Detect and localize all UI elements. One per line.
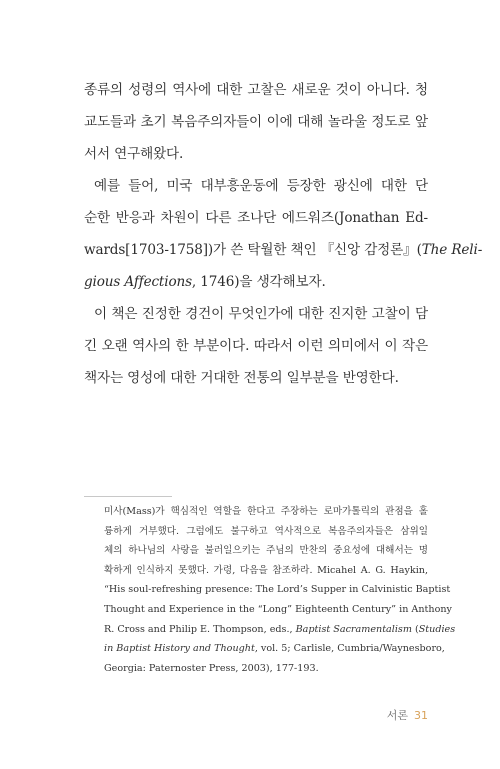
body-line (84, 234, 483, 266)
body-line: 서서 연구해왔다. (84, 146, 184, 162)
footnote-line: 체의 하나님의 사랑을 불러일으키는 주님의 만찬의 중요성에 대해서는 명 (104, 545, 428, 557)
footnote-line (104, 620, 456, 640)
body-line: 예를 들어, 미국 대부흥운동에 등장한 광신에 대한 단 (94, 178, 428, 194)
book-title-italic: The Reli- (421, 242, 483, 258)
body-text-run: , 1746)을 생각해보자. (191, 274, 326, 290)
body-text (84, 74, 483, 394)
body-line (84, 266, 428, 298)
footnote-line: 륭하게 거부했다. 그럼에도 불구하고 역사적으로 복음주의자들은 삼위일 (104, 525, 428, 537)
footnote-text-run: ( (411, 623, 419, 635)
body-line: 종류의 성령의 역사에 대한 고찰은 새로운 것이 아니다. 청 (84, 82, 428, 98)
body-line: 이 책은 진정한 경건이 무엇인가에 대한 진지한 고찰이 담 (94, 306, 428, 322)
footnote-title-italic: Baptist Sacramentalism (295, 623, 412, 635)
footnote-line: 미사(Mass)가 핵심적인 역할을 한다고 주장하는 로마가톨릭의 관점을 홀 (104, 506, 428, 517)
footnote-line (104, 639, 445, 659)
body-line: 순한 반응과 차원이 다른 조나단 에드워즈(Jonathan Ed- (84, 210, 428, 226)
footnote-line: “His soul-refreshing presence: The Lord’s Supper in Calvinistic Baptist (104, 584, 451, 596)
body-line: 책자는 영성에 대한 거대한 전통의 일부분을 반영한다. (84, 370, 399, 386)
footnote-line: Thought and Experience in the “Long” Eighteenth Century” in Anthony (104, 603, 452, 615)
footnote-title-italic: in Baptist History and Thought (104, 643, 255, 655)
footnote-line: 확하게 인식하지 못했다. 가령, 다음을 참조하라. Micahel A. G. Haykin, (104, 564, 428, 576)
footnote (104, 502, 456, 678)
body-line: 긴 오랜 역사의 한 부분이다. 따라서 이런 의미에서 이 작은 (84, 338, 428, 354)
body-line: 교도들과 초기 복음주의자들이 이에 대해 놀라울 정도로 앞 (84, 114, 428, 130)
footnote-text-run: , vol. 5; Carlisle, Cumbria/Waynesboro, (254, 643, 445, 655)
page-number: 31 (414, 709, 428, 722)
footnote-divider (84, 496, 172, 497)
footnote-line: Georgia: Paternoster Press, 2003), 177-193. (104, 662, 319, 674)
page-footer (360, 709, 428, 723)
footnote-title-italic: Studies (418, 623, 456, 635)
section-name: 서론 (386, 709, 408, 722)
footnote-text-run: R. Cross and Philip E. Thompson, eds., (104, 623, 296, 635)
book-title-italic: gious Affections (84, 274, 192, 290)
body-text-run: wards[1703-1758])가 쓴 탁월한 책인 『신앙 감정론』( (84, 242, 422, 258)
